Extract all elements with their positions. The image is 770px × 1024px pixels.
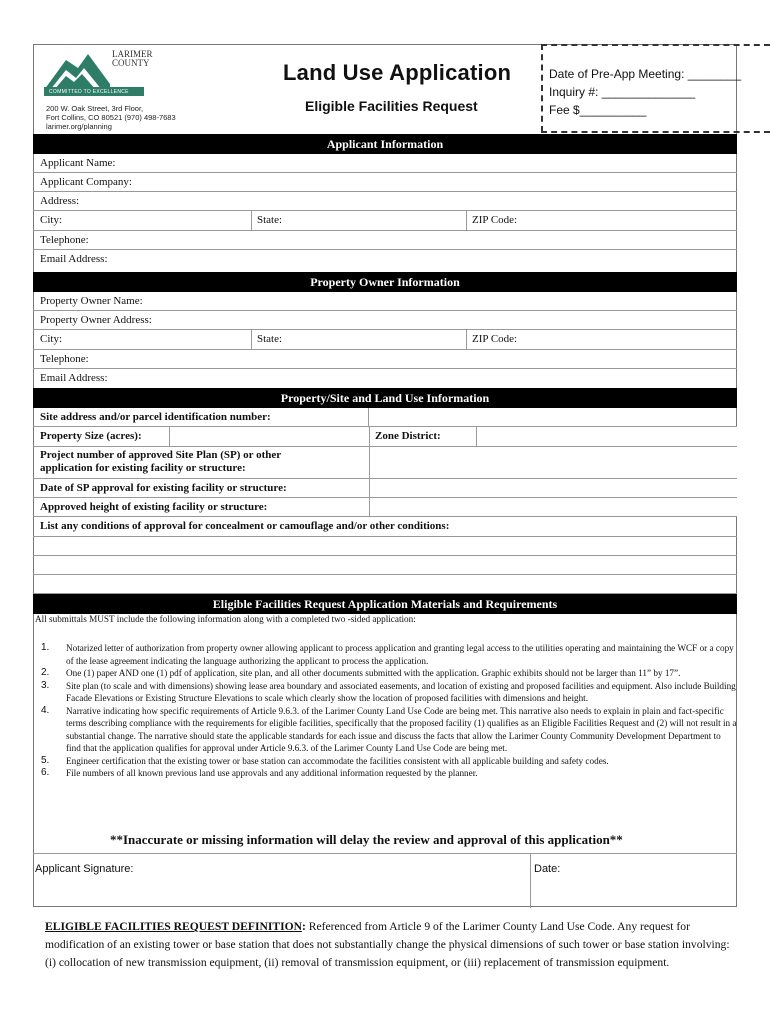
- field-label: Zone District:: [375, 430, 441, 442]
- applicant-signature-field[interactable]: [33, 854, 530, 908]
- definition-paragraph: [45, 918, 735, 972]
- project-number-input[interactable]: [369, 447, 737, 478]
- applicant-company-field[interactable]: [33, 173, 737, 192]
- inquiry-number-field[interactable]: Inquiry #: ______________: [549, 85, 696, 99]
- org-name-line1: LARIMER: [112, 49, 153, 59]
- signature-row: [33, 853, 737, 908]
- list-number: 6.: [41, 767, 50, 778]
- approved-height-input[interactable]: [369, 498, 737, 516]
- applicant-city-row: [33, 211, 737, 231]
- conditions-input-line[interactable]: [33, 575, 737, 594]
- definition-colon: :: [301, 920, 306, 933]
- field-label: Date:: [534, 863, 561, 875]
- applicant-telephone-field[interactable]: [33, 231, 737, 250]
- office-use-border: [541, 44, 770, 46]
- zone-district-input[interactable]: [476, 427, 737, 446]
- list-item: [33, 667, 737, 680]
- owner-name-field[interactable]: [33, 292, 737, 311]
- project-number-row: [33, 447, 737, 479]
- owner-city-field[interactable]: City:: [40, 333, 63, 345]
- org-address: [46, 104, 176, 131]
- list-text: File numbers of all known previous land use approvals and any additional information requested by the planner.: [66, 768, 478, 778]
- owner-zip-field[interactable]: [466, 330, 737, 349]
- applicant-city-field[interactable]: City:: [40, 214, 63, 226]
- owner-telephone-field[interactable]: [33, 350, 737, 369]
- address-line: 200 W. Oak Street, 3rd Floor,: [46, 104, 144, 113]
- approved-height-row: [33, 498, 737, 517]
- field-label: Property Owner Name:: [40, 295, 143, 307]
- applicant-address-field[interactable]: [33, 192, 737, 211]
- site-address-input[interactable]: [368, 408, 737, 426]
- field-label: Address:: [40, 195, 80, 207]
- sp-date-row: [33, 479, 737, 498]
- field-label: Email Address:: [40, 372, 108, 384]
- list-item: [33, 755, 737, 768]
- applicant-email-field[interactable]: [33, 250, 737, 270]
- conditions-label-row: [33, 517, 737, 537]
- conditions-input-line[interactable]: [33, 537, 737, 556]
- applicant-section-heading: Applicant Information: [33, 134, 737, 154]
- field-label: Property Size (acres):: [40, 430, 142, 442]
- site-address-row: [33, 408, 737, 427]
- list-item: [33, 767, 737, 780]
- field-label: Property Owner Address:: [40, 314, 152, 326]
- applicant-state-field[interactable]: [251, 211, 466, 230]
- field-label: Applicant Name:: [40, 157, 116, 169]
- fee-field[interactable]: Fee $__________: [549, 103, 647, 117]
- address-line: larimer.org/planning: [46, 122, 112, 131]
- field-label: State:: [257, 333, 283, 345]
- property-size-row: [33, 427, 737, 447]
- list-text: Engineer certification that the existing tower or base station can accommodate the facilities consistent with all applicable building and safety codes.: [66, 755, 609, 766]
- warning-note: **Inaccurate or missing information will delay the review and approval of this application**: [110, 832, 623, 847]
- list-text: Notarized letter of authorization from property owner allowing applicant to process application and granting legal access to the utilities operating and maintaining the WCF or a copy of the lease agreement indicating the language authorizing the applicant to process the application.: [66, 643, 734, 666]
- owner-city-row: [33, 330, 737, 350]
- field-label: Site address and/or parcel identification number:: [40, 411, 271, 423]
- field-label: Applicant Company:: [40, 176, 132, 188]
- list-number: 4.: [41, 704, 50, 716]
- list-text: Narrative indicating how specific requirements of Article 9.6.3. of the Larimer County Land Use Code are being met. This narrative also needs to explain in plain and fact-specific terms describing compliance with the requirements for eligible facilities, specifically that the proposed facility (1) qualifies as an Eligible Facilities Request and (2) will not result in a substantial change. The narrative should state the applicable standards for each issue and discuss the facts that allow the Larimer County Community Development Department to find that the application qualifies for approval under Article 9.6.3. of the Larimer County Land Use Code are being met.: [66, 705, 737, 753]
- list-number: 2.: [41, 667, 50, 678]
- sp-date-input[interactable]: [369, 479, 737, 497]
- org-name: [112, 50, 153, 68]
- list-number: 3.: [41, 679, 50, 691]
- field-label: List any conditions of approval for concealment or camouflage and/or other conditions:: [40, 520, 450, 532]
- requirements-list: [33, 642, 737, 780]
- list-text: One (1) paper AND one (1) pdf of application, site plan, and all other documents submitted with the application. Graphic exhibits should not be larger than 11” by 17”.: [66, 668, 681, 678]
- address-line: Fort Collins, CO 80521 (970) 498-7683: [46, 113, 176, 122]
- owner-address-field[interactable]: [33, 311, 737, 330]
- field-label: Applicant Signature:: [35, 863, 134, 875]
- pre-app-date-field[interactable]: Date of Pre-App Meeting: ________: [549, 67, 742, 81]
- field-label: application for existing facility or structure:: [40, 462, 246, 474]
- signature-date-field[interactable]: [530, 854, 737, 908]
- requirements-section-heading: Eligible Facilities Request Application Materials and Requirements: [33, 594, 737, 614]
- field-label: Email Address:: [40, 253, 108, 265]
- org-tagline: COMMITTED TO EXCELLENCE: [49, 89, 129, 95]
- definition-term: ELIGIBLE FACILITIES REQUEST DEFINITION: [45, 920, 302, 933]
- org-name-line2: COUNTY: [112, 58, 150, 68]
- field-label: ZIP Code:: [472, 333, 518, 345]
- list-item: [33, 642, 737, 667]
- page-title: Land Use Application: [283, 60, 512, 85]
- field-label: State:: [257, 214, 283, 226]
- office-use-box: [549, 65, 741, 119]
- owner-state-field[interactable]: [251, 330, 466, 349]
- field-label: Project number of approved Site Plan (SP) or other: [40, 449, 282, 461]
- page-subtitle: Eligible Facilities Request: [305, 98, 478, 114]
- list-number: 1.: [41, 642, 50, 653]
- field-label: ZIP Code:: [472, 214, 518, 226]
- field-label: Telephone:: [40, 234, 89, 246]
- field-label: Telephone:: [40, 353, 89, 365]
- definition-text: Referenced from Article 9 of the Larimer County Land Use Code. Any request for modification of an existing tower or base station that does not substantially change the physical dimensions of such tower or base station involving: (i) collocation of new transmission equipment, (ii) removal of transmission equipment, or (iii) replacement of transmission equipment.: [45, 920, 730, 969]
- requirements-intro: All submittals MUST include the following information along with a completed two -sided application:: [35, 614, 416, 624]
- field-label: Approved height of existing facility or structure:: [40, 501, 268, 513]
- list-item: [33, 705, 737, 755]
- applicant-zip-field[interactable]: [466, 211, 737, 230]
- list-number: 5.: [41, 754, 50, 766]
- list-text: Site plan (to scale and with dimensions) showing lease area boundary and associated easements, and location of existing and proposed facilities and equipment. Also include Building Facade Elevations or Existing Structure Elevations to scale which clearly show the location of proposed facilities with dimensions and height.: [66, 680, 736, 703]
- office-use-border: [541, 131, 770, 133]
- site-section-heading: Property/Site and Land Use Information: [33, 388, 737, 408]
- property-size-input[interactable]: [169, 427, 369, 446]
- list-item: [33, 680, 737, 705]
- owner-email-field[interactable]: [33, 369, 737, 388]
- conditions-input-line[interactable]: [33, 556, 737, 575]
- field-label: Date of SP approval for existing facility or structure:: [40, 482, 287, 494]
- office-use-border: [541, 44, 543, 132]
- applicant-name-field[interactable]: [33, 154, 737, 173]
- owner-section-heading: Property Owner Information: [33, 272, 737, 292]
- zone-district-label-cell: [369, 427, 476, 446]
